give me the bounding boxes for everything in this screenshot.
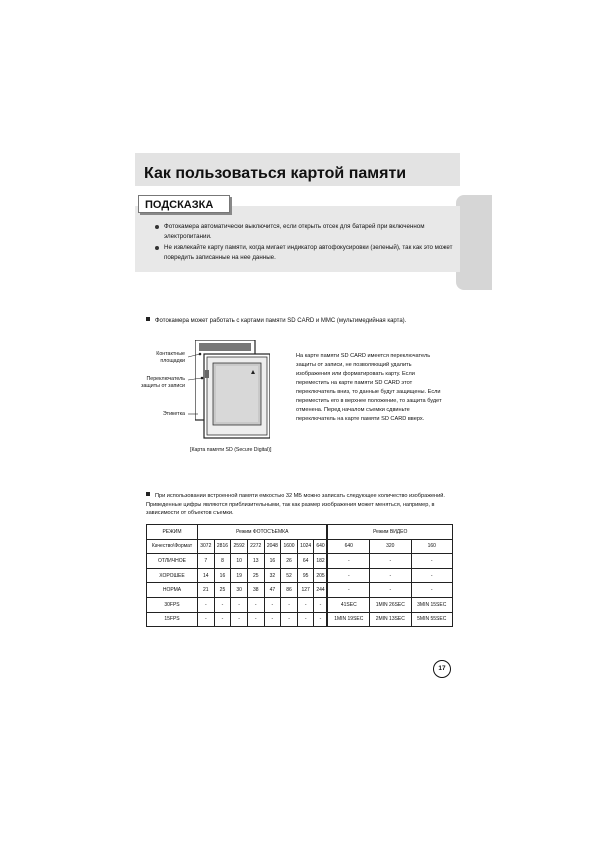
- table-mode-header: РЕЖИМ: [147, 525, 198, 540]
- table-cell: 95: [297, 568, 314, 583]
- table-row: [147, 612, 453, 627]
- table-cell: 16: [264, 554, 281, 569]
- table-photo-header: Режим ФОТОСЪЕМКА: [198, 525, 328, 540]
- table-cell: 21: [198, 583, 215, 598]
- write-protect-description: На карте памяти SD CARD имеется переключатель защиты от записи, не позволяющий удалить изображения или форматировать карту. Если переместить на карте памяти SD CARD этот переключатель вниз, то данные будут защищены. Если переместить его в верхнее положение, то защита будет отменена. Перед началом съемки сдвиньте переключатель на карте памяти SD CARD вверх.: [296, 353, 442, 422]
- contacts-label: Контактные площадки: [156, 351, 185, 364]
- table-video-header: Режим ВИДЕО: [327, 525, 452, 540]
- table-cell: -: [314, 612, 328, 627]
- table-cell: 127: [297, 583, 314, 598]
- table-size-label: Качество\Формат: [147, 539, 198, 554]
- table-cell: 640: [314, 539, 328, 554]
- table-row-label: 30FPS: [147, 597, 198, 612]
- hint-item: Фотокамера автоматически выключится, если открыть отсек для батарей при включенном электропитании.: [155, 222, 455, 241]
- table-row-label: ОТЛИЧНОЕ: [147, 554, 198, 569]
- table-cell: 160: [411, 539, 452, 554]
- table-cell: 25: [247, 568, 264, 583]
- table-cell: 2272: [247, 539, 264, 554]
- card-caption: [Карта памяти SD (Secure Digital)]: [190, 447, 272, 453]
- table-cell: 2592: [231, 539, 248, 554]
- table-row-label: НОРМА: [147, 583, 198, 598]
- table-cell: 32: [264, 568, 281, 583]
- table-cell: -: [411, 583, 452, 598]
- table-cell: -: [247, 612, 264, 627]
- table-cell: -: [198, 612, 215, 627]
- table-cell: -: [327, 583, 369, 598]
- table-cell: -: [411, 554, 452, 569]
- bullet-square-icon: [146, 317, 150, 321]
- table-cell: 19: [231, 568, 248, 583]
- table-row: [147, 568, 453, 583]
- label-label: Этикетка: [162, 411, 185, 417]
- table-cell: 30: [231, 583, 248, 598]
- table-cell: 2816: [214, 539, 231, 554]
- table-cell: -: [281, 612, 298, 627]
- hint-tag: ПОДСКАЗКА: [138, 195, 230, 213]
- table-cell: 26: [281, 554, 298, 569]
- table-cell: -: [370, 554, 411, 569]
- table-cell: -: [297, 612, 314, 627]
- callout-lines: [188, 340, 204, 420]
- table-cell: 16: [214, 568, 231, 583]
- table-cell: -: [264, 612, 281, 627]
- table-cell: 320: [370, 539, 411, 554]
- table-cell: 244: [314, 583, 328, 598]
- table-cell: 10: [231, 554, 248, 569]
- intro-line: [146, 317, 406, 324]
- intro-text: Фотокамера может работать с картами памяти SD CARD и MMC (мультимедийная карта).: [155, 318, 407, 324]
- table-cell: 1600: [281, 539, 298, 554]
- capacity-note-text: При использовании встроенной памяти емкостью 32 МБ можно записать следующее количество изображений. Приведенные цифры являются приблизительными, так как размер изображения может меняться, например, в зависимости от объектов съемки.: [146, 493, 445, 516]
- table-cell: 38: [247, 583, 264, 598]
- table-cell: 2048: [264, 539, 281, 554]
- table-cell: 8: [214, 554, 231, 569]
- table-cell: 640: [327, 539, 369, 554]
- table-cell: 3072: [198, 539, 215, 554]
- table-cell: 41SEC: [327, 597, 369, 612]
- table-cell: -: [264, 597, 281, 612]
- table-row-label: 15FPS: [147, 612, 198, 627]
- table-row-label: ХОРОШЕЕ: [147, 568, 198, 583]
- table-row: [147, 554, 453, 569]
- hint-item: Не извлекайте карту памяти, когда мигает индикатор автофокусировки (зеленый), так как это может повредить записанные на нее данные.: [155, 243, 455, 262]
- table-cell: -: [370, 568, 411, 583]
- page-title: Как пользоваться картой памяти: [144, 165, 407, 182]
- page-number: 17: [433, 660, 451, 678]
- table-cell: -: [281, 597, 298, 612]
- table-cell: 205: [314, 568, 328, 583]
- table-cell: 14: [198, 568, 215, 583]
- sd-card-illustration: [195, 340, 270, 440]
- table-cell: 47: [264, 583, 281, 598]
- table-cell: -: [370, 583, 411, 598]
- bullet-square-icon: [146, 492, 150, 496]
- table-cell: -: [231, 612, 248, 627]
- capacity-table: [146, 524, 453, 627]
- table-cell: -: [327, 554, 369, 569]
- table-cell: 5MIN 55SEC: [411, 612, 452, 627]
- table-cell: 64: [297, 554, 314, 569]
- hint-list: [155, 222, 455, 264]
- table-cell: 86: [281, 583, 298, 598]
- table-row: [147, 583, 453, 598]
- write-protect-label: Переключатель защиты от записи: [141, 376, 185, 389]
- table-cell: -: [327, 568, 369, 583]
- table-cell: 52: [281, 568, 298, 583]
- table-cell: -: [198, 597, 215, 612]
- side-tab: [456, 195, 492, 290]
- table-cell: -: [231, 597, 248, 612]
- table-cell: -: [214, 612, 231, 627]
- table-cell: -: [297, 597, 314, 612]
- capacity-note: [146, 492, 452, 518]
- table-cell: -: [247, 597, 264, 612]
- table-cell: -: [411, 568, 452, 583]
- table-cell: 1024: [297, 539, 314, 554]
- table-cell: 2MIN 13SEC: [370, 612, 411, 627]
- table-cell: 182: [314, 554, 328, 569]
- table-cell: 3MIN 15SEC: [411, 597, 452, 612]
- table-cell: -: [214, 597, 231, 612]
- table-cell: 1MIN 26SEC: [370, 597, 411, 612]
- table-cell: 25: [214, 583, 231, 598]
- table-cell: 7: [198, 554, 215, 569]
- table-cell: 13: [247, 554, 264, 569]
- table-cell: -: [314, 597, 328, 612]
- table-row: [147, 597, 453, 612]
- table-cell: 1MIN 19SEC: [327, 612, 369, 627]
